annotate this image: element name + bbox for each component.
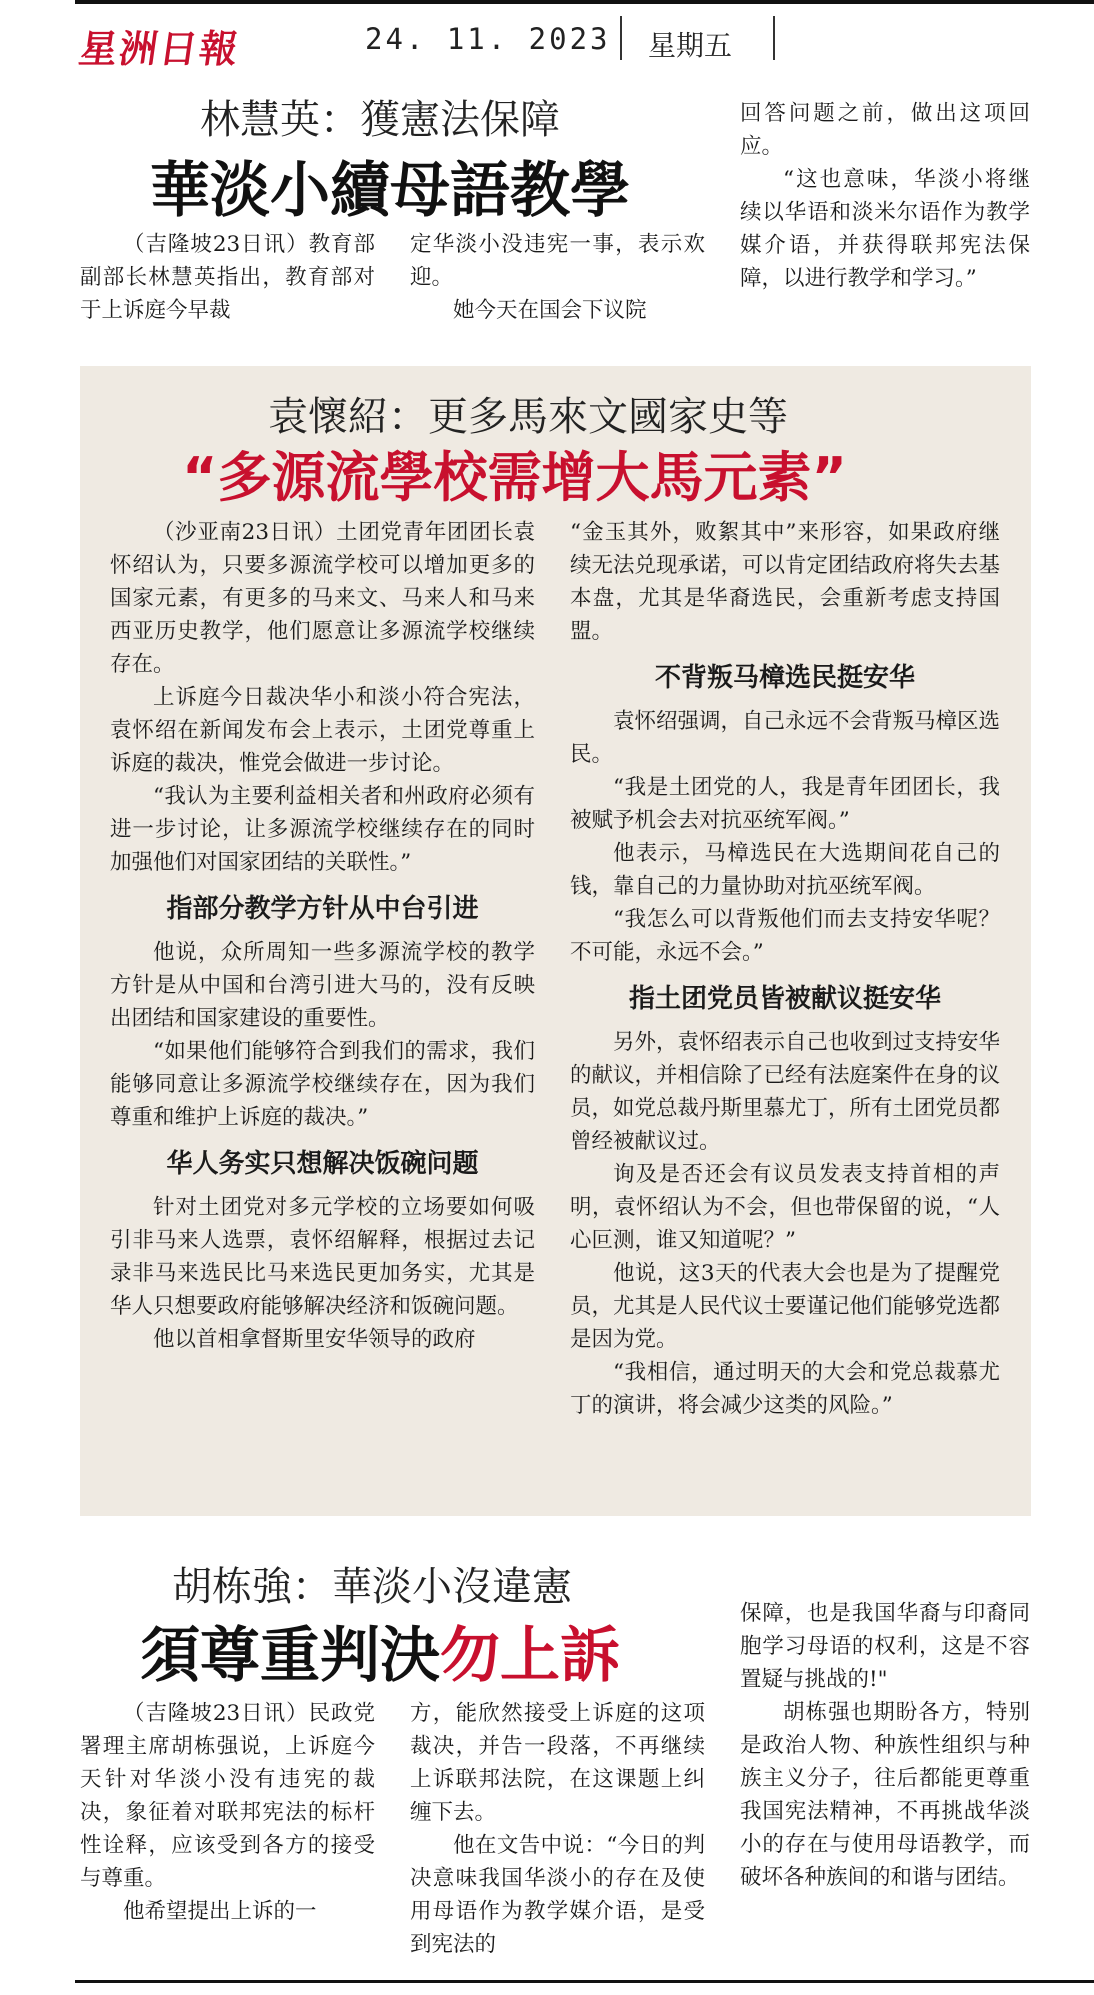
article3-col2 [410,1697,705,1961]
subheading: 不背叛马樟选民挺安华 [654,663,915,693]
paragraph: （吉隆坡23日讯）教育部副部长林慧英指出，教育部对于上诉庭今早裁 [80,232,375,323]
paragraph: 他希望提出上诉的一 [123,1899,317,1924]
article3-col3 [740,1597,1030,1894]
subheading: 指土团党员皆被献议挺安华 [628,984,941,1014]
newspaper-logo: 星洲日報 [76,26,243,71]
paragraph: “金玉其外，败絮其中”来形容，如果政府继续无法兑现承诺，可以肯定团结政府将失去基本盘，尤其是华裔选民，会重新考虑支持国盟。 [570,520,1001,644]
paragraph: 他表示，马樟选民在大选期间花自己的钱，靠自己的力量协助对抗巫统军阀。 [570,841,1000,899]
paragraph: “我认为主要利益相关者和州政府必须有进一步讨论，让多源流学校继续存在的同时加强他们对国家团结的关联性。” [110,784,535,875]
paragraph: （沙亚南23日讯）土团党青年团团长袁怀绍认为，只要多源流学校可以增加更多的国家元素，有更多的马来文、马来人和马来西亚历史教学，他们愿意让多源流学校继续存在。 [110,520,535,677]
paragraph: 上诉庭今日裁决华小和淡小符合宪法，袁怀绍在新闻发布会上表示，土团党尊重上诉庭的裁决，惟党会做进一步讨论。 [110,685,535,776]
paragraph: 保障，也是我国华裔与印裔同胞学习母语的权利，这是不容置疑与挑战的!" [740,1601,1030,1692]
paragraph: 她今天在国会下议院 [453,298,647,323]
paragraph: “我相信，通过明天的大会和党总裁慕尤丁的演讲，将会减少这类的风险。” [570,1360,1000,1418]
paragraph: 他说，众所周知一些多源流学校的教学方针是从中国和台湾引进大马的，没有反映出团结和国家建设的重要性。 [110,940,535,1031]
paragraph: 另外，袁怀绍表示自己也收到过支持安华的献议，并相信除了已经有法庭案件在身的议员，如党总裁丹斯里慕尤丁，所有土团党员都曾经被献议过。 [570,1030,1001,1154]
article1-col3 [740,97,1030,295]
paragraph: 针对土团党对多元学校的立场要如何吸引非马来人选票，袁怀绍解释，根据过去记录非马来选民比马来选民更加务实，尤其是华人只想要政府能够解决经济和饭碗问题。 [110,1195,535,1319]
divider [773,16,775,60]
paragraph: 他在文告中说：“今日的判决意味我国华淡小的存在及使用母语作为教学媒介语，是受到宪法的 [410,1833,705,1957]
top-rule [75,0,1094,4]
paragraph: 他以首相拿督斯里安华领导的政府 [153,1327,476,1352]
paragraph: “如果他们能够符合到我们的需求，我们能够同意让多源流学校继续存在，因为我们尊重和维护上诉庭的裁决。” [110,1039,535,1130]
article3-headline [140,1608,620,1694]
paragraph: “我怎么可以背叛他们而去支持安华呢？不可能，永远不会。” [570,907,1000,965]
article2-headline: “多源流學校需增大馬元素” [182,446,847,509]
paragraph: 方，能欣然接受上诉庭的这项裁决，并告一段落，不再继续上诉联邦法院，在这课题上纠缠下去。 [410,1701,705,1825]
article1-col2 [410,228,705,327]
article2-kicker: 袁懷紹：更多馬來文國家史等 [268,394,788,440]
article1-headline: 華淡小續母語教學 [150,156,630,226]
paragraph: “这也意味，华淡小将继续以华语和淡米尔语作为教学媒介语，并获得联邦宪法保障，以进行教学和学习。” [740,167,1030,291]
article2-left-col [110,516,535,1356]
issue-date: 24. 11. 2023 [365,22,611,56]
subheading: 华人务实只想解决饭碗问题 [166,1149,479,1179]
paragraph: 他说，这3天的代表大会也是为了提醒党员，尤其是人民代议士要谨记他们能够党选都是因为党。 [570,1261,1001,1352]
paragraph: 询及是否还会有议员发表支持首相的声明，袁怀绍认为不会，但也带保留的说，“人心叵测，谁又知道呢？” [570,1162,1000,1253]
subheading: 指部分教学方针从中台引进 [166,894,479,924]
paragraph: （吉隆坡23日讯）民政党署理主席胡栋强说，上诉庭今天针对华淡小没有违宪的裁决，象征着对联邦宪法的标杆性诠释，应该受到各方的接受与尊重。 [80,1701,375,1891]
article1-kicker: 林慧英：獲憲法保障 [200,97,560,143]
paragraph: 回答问题之前，做出这项回应。 [740,101,1030,159]
article3-kicker: 胡栋強：華淡小沒違憲 [172,1564,572,1610]
divider [620,16,622,60]
article1-col1 [80,228,375,327]
article3-col1 [80,1697,375,1928]
article2-right-col [570,516,1000,1422]
paragraph: 定华淡小没违宪一事，表示欢迎。 [410,232,705,290]
headline-red: 勿上訴 [440,1621,620,1691]
issue-weekday: 星期五 [648,29,733,62]
paragraph: “我是土团党的人，我是青年团团长，我被赋予机会去对抗巫统军阀。” [570,775,1000,833]
paragraph: 袁怀绍强调，自己永远不会背叛马樟区选民。 [570,709,1001,767]
bottom-rule [75,1980,1094,1983]
paragraph: 胡栋强也期盼各方，特别是政治人物、种族性组织与种族主义分子，往后都能更尊重我国宪法精神，不再挑战华淡小的存在与使用母语教学，而破坏各种族间的和谐与团结。 [740,1700,1030,1890]
headline-black: 須尊重判決 [140,1621,440,1691]
